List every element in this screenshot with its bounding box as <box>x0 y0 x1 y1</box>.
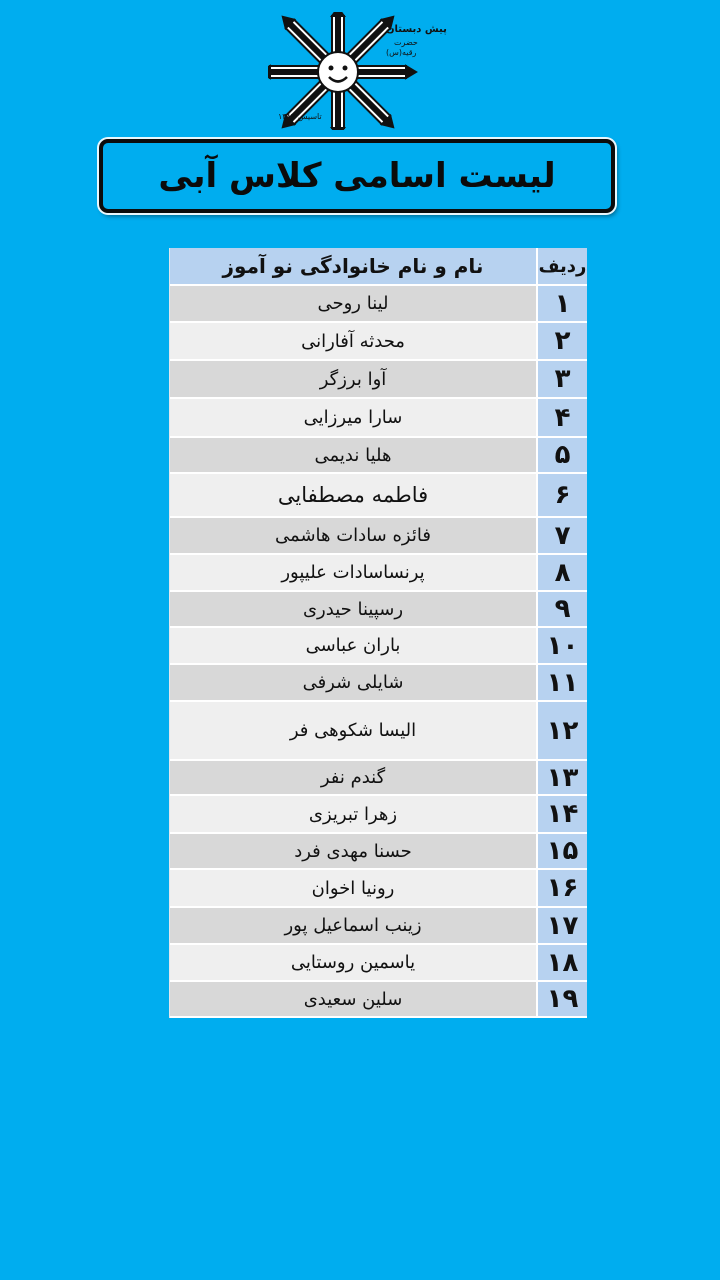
logo-name-label: رقیه(س) <box>386 48 417 57</box>
row-number: ۱۳ <box>536 761 587 794</box>
row-number: ۷ <box>536 518 587 553</box>
row-number: ۱۹ <box>536 982 587 1016</box>
table-row <box>170 399 587 438</box>
student-name: زهرا تبریزی <box>170 796 536 832</box>
row-number: ۳ <box>536 361 587 397</box>
student-name: سارا میرزایی <box>170 399 536 436</box>
header-row-number: ردیف <box>536 248 587 284</box>
row-number: ۱۴ <box>536 796 587 832</box>
student-name: گندم نفر <box>170 761 536 794</box>
student-name: لینا روحی <box>170 286 536 321</box>
row-number: ۴ <box>536 399 587 436</box>
row-number: ۱۰ <box>536 628 587 663</box>
row-number: ۱۸ <box>536 945 587 980</box>
student-name: هلیا ندیمی <box>170 438 536 472</box>
table-row <box>170 628 587 665</box>
student-name: رسپینا حیدری <box>170 592 536 626</box>
table-row <box>170 834 587 870</box>
table-row <box>170 796 587 834</box>
row-number: ۹ <box>536 592 587 626</box>
student-name: یاسمین روستایی <box>170 945 536 980</box>
student-name: حسنا مهدی فرد <box>170 834 536 868</box>
student-name: شایلی شرفی <box>170 665 536 700</box>
row-number: ۲ <box>536 323 587 359</box>
student-name: فاطمه مصطفایی <box>170 474 536 516</box>
row-number: ۱۱ <box>536 665 587 700</box>
table-row <box>170 870 587 908</box>
table-row <box>170 702 587 761</box>
header-student-name: نام و نام خانوادگی نو آموز <box>170 248 536 284</box>
row-number: ۱۶ <box>536 870 587 906</box>
student-name: الیسا شکوهی فر <box>170 702 536 759</box>
table-row <box>170 665 587 702</box>
logo-founded-label: تاسیس ۱۳۸۷ <box>278 112 322 121</box>
student-name: محدثه آفارانی <box>170 323 536 359</box>
table-row <box>170 982 587 1018</box>
table-row <box>170 945 587 982</box>
table-row <box>170 361 587 399</box>
row-number: ۸ <box>536 555 587 590</box>
table-row <box>170 592 587 628</box>
row-number: ۱ <box>536 286 587 321</box>
student-name: رونیا اخوان <box>170 870 536 906</box>
logo-school-label: پیش دبستان <box>386 24 447 35</box>
school-logo <box>268 12 448 130</box>
row-number: ۵ <box>536 438 587 472</box>
table-row <box>170 323 587 361</box>
row-number: ۶ <box>536 474 587 516</box>
table-row <box>170 761 587 796</box>
row-number: ۱۲ <box>536 702 587 759</box>
table-row <box>170 474 587 518</box>
table-header-row <box>170 248 587 286</box>
page-title: لیست اسامی کلاس آبی <box>158 156 556 196</box>
table-row <box>170 518 587 555</box>
student-name: سلین سعیدی <box>170 982 536 1016</box>
table-row <box>170 555 587 592</box>
student-name: زینب اسماعیل پور <box>170 908 536 943</box>
title-banner <box>99 139 615 213</box>
row-number: ۱۵ <box>536 834 587 868</box>
student-name: فائزه سادات هاشمی <box>170 518 536 553</box>
table-row <box>170 908 587 945</box>
student-name: باران عباسی <box>170 628 536 663</box>
student-name: پرنساسادات علیپور <box>170 555 536 590</box>
row-number: ۱۷ <box>536 908 587 943</box>
logo-honorific-label: حضرت <box>394 38 418 47</box>
table-row <box>170 286 587 323</box>
table-row <box>170 438 587 474</box>
student-roster-table <box>169 248 587 1018</box>
student-name: آوا برزگر <box>170 361 536 397</box>
